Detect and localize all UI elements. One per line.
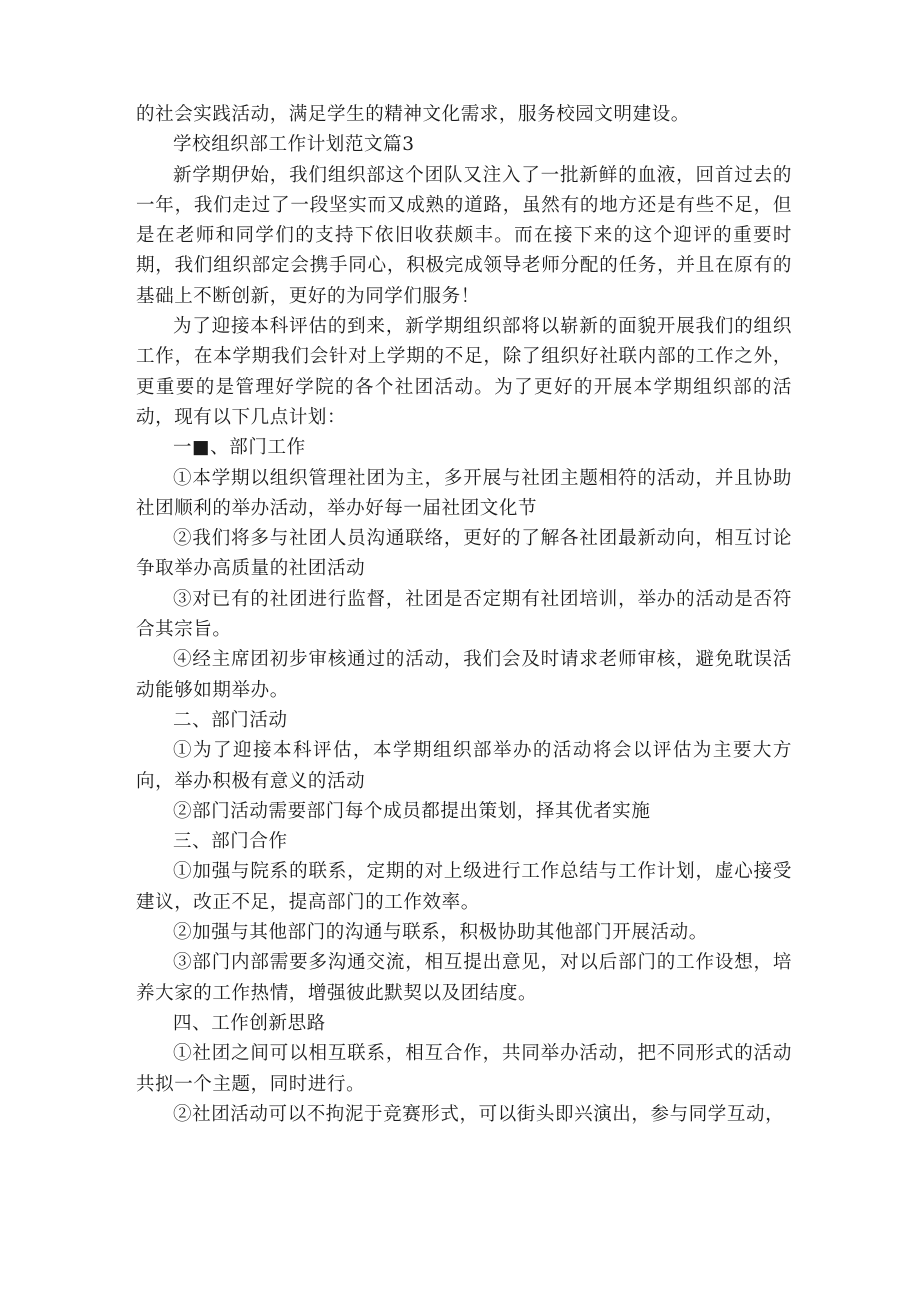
list-item: ④经主席团初步审核通过的活动，我们会及时请求老师审核，避免耽误活动能够如期举办。 — [136, 649, 792, 701]
section-heading-1: 一■、部门工作 — [173, 437, 306, 459]
document-title: 学校组织部工作计划范文篇3 — [173, 134, 415, 156]
list-item: ②我们将多与社团人员沟通联络，更好的了解各社团最新动向，相互讨论争取举办高质量的社团活动 — [136, 528, 792, 580]
list-item: ①本学期以组织管理社团为主，多开展与社团主题相符的活动，并且协助社团顺利的举办活动，举办好每一届社团文化节 — [136, 467, 792, 519]
paragraph-continuation: 的社会实践活动，满足学生的精神文化需求，服务校园文明建设。 — [136, 104, 690, 125]
section-heading-4: 四、工作创新思路 — [173, 1012, 326, 1034]
list-item: ②社团活动可以不拘泥于竞赛形式，可以街头即兴演出，参与同学互动， — [173, 1103, 785, 1125]
document-body — [136, 100, 792, 1130]
list-item: ③部门内部需要多沟通交流，相互提出意见，对以后部门的工作设想，培养大家的工作热情，增强彼此默契以及团结度。 — [136, 952, 792, 1004]
list-item: ①为了迎接本科评估，本学期组织部举办的活动将会以评估为主要大方向，举办积极有意义的活动 — [136, 740, 792, 792]
list-item: ②部门活动需要部门每个成员都提出策划，择其优者实施 — [173, 800, 651, 822]
list-item: ①社团之间可以相互联系，相互合作，共同举办活动，把不同形式的活动共拟一个主题，同时进行。 — [136, 1043, 792, 1095]
list-item: ③对已有的社团进行监督，社团是否定期有社团培训，举办的活动是否符合其宗旨。 — [136, 588, 792, 641]
paragraph-intro: 新学期伊始，我们组织部这个团队又注入了一批新鲜的血液，回首过去的一年，我们走过了一段坚实而又成熟的道路，虽然有的地方还是有些不足，但是在老师和同学们的支持下依旧收获颇丰。而在接下来的这个迎评的重要时期，我们组织部定会携手同心，积极完成领导老师分配的任务，并且在原有的基础上不断创新，更好的为同学们服务！ — [136, 164, 792, 307]
section-heading-3: 三、部门合作 — [173, 831, 288, 853]
paragraph-plan: 为了迎接本科评估的到来，新学期组织部将以崭新的面貌开展我们的组织工作，在本学期我们会针对上学期的不足，除了组织好社联内部的工作之外，更重要的是管理好学院的各个社团活动。为了更好的开展本学期组织部的活动，现有以下几点计划： — [136, 316, 792, 428]
list-item: ①加强与院系的联系，定期的对上级进行工作总结与工作计划，虚心接受建议，改正不足，提高部门的工作效率。 — [136, 861, 792, 913]
section-heading-2: 二、部门活动 — [173, 709, 288, 731]
list-item: ②加强与其他部门的沟通与联系，积极协助其他部门开展活动。 — [173, 922, 708, 944]
